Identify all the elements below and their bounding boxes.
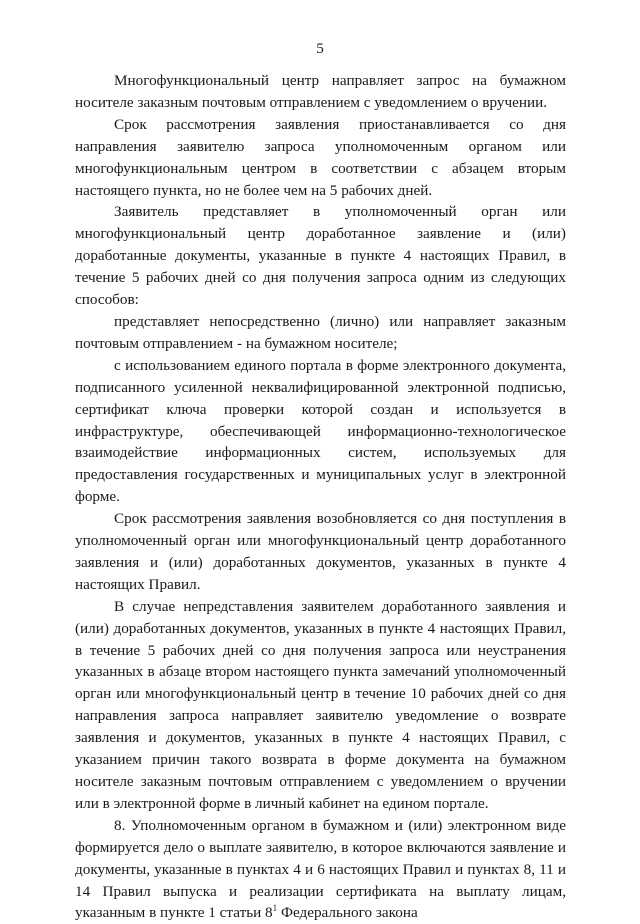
paragraph-applicant-submits: Заявитель представляет в уполномоченный орган или многофункциональный центр доработанное заявление и (или) доработанные документы, указанные в пункте 4 настоящих Правил, в течение 5 рабочих дней со дня получения запроса одним из следующих способов: [75,203,566,309]
paragraph-return-notice: В случае непредставления заявителем доработанного заявления и (или) доработанных документов, указанных в пункте 4 настоящих Правил, в течение 5 рабочих дней со дня получения запроса или неустранения указанных в абзаце втором настоящего пункта замечаний уполномоченный орган или многофункциональный центр в течение 10 рабочих дней со дня направления запроса направляет заявителю уведомление о возврате заявления и документов, указанных в пункте 4 настоящих Правил, с указанием причин такого возврата в форме документа на бумажном носителе заказным почтовым отправлением с уведомлением о вручении или в электронной форме в личный кабинет на едином портале. [75,597,566,812]
article-superscript: 1 [272,903,278,914]
clause-8-text: 8. Уполномоченным органом в бумажном и (или) электронном виде формируется дело о выплате заявителю, в которое включаются заявление и документы, указанные в пунктах 4 и 6 настоящих Правил и пунктах 8, 11 и 14 Правил выпуска и реализации сертификата на выплату лицам, указанным в пункте 1 статьи 8 [75,816,566,922]
paragraph-clause-8 [75,815,566,924]
paragraph-review-suspension: Срок рассмотрения заявления приостанавливается со дня направления заявителю запроса уполномоченным органом или многофункциональным центром в соответствии с абзацем вторым настоящего пункта, но не более чем на 5 рабочих дней. [75,115,566,199]
paragraph-request-by-mail: Многофункциональный центр направляет запрос на бумажном носителе заказным почтовым отправлением с уведомлением о вручении. [75,72,566,111]
clause-8-text-end: Федерального закона [277,904,418,922]
paragraph-method-portal: с использованием единого портала в форме электронного документа, подписанного усиленной неквалифицированной электронной подписью, сертификат ключа проверки которой создан и используется в инфраструктуре, обеспечивающей информационно-технологическое взаимодействие информационных систем, используемых для предоставления государственных и муниципальных услуг в электронной форме. [75,356,566,506]
paragraph-review-resumed: Срок рассмотрения заявления возобновляется со дня поступления в уполномоченный орган или многофункциональный центр доработанного заявления и (или) доработанных документов, указанных в пункте 4 настоящих Правил. [75,510,566,593]
page-number: 5 [316,40,324,57]
document-body [75,70,566,924]
paragraph-method-in-person: представляет непосредственно (лично) или направляет заказным почтовым отправлением - на бумажном носителе; [75,312,566,352]
